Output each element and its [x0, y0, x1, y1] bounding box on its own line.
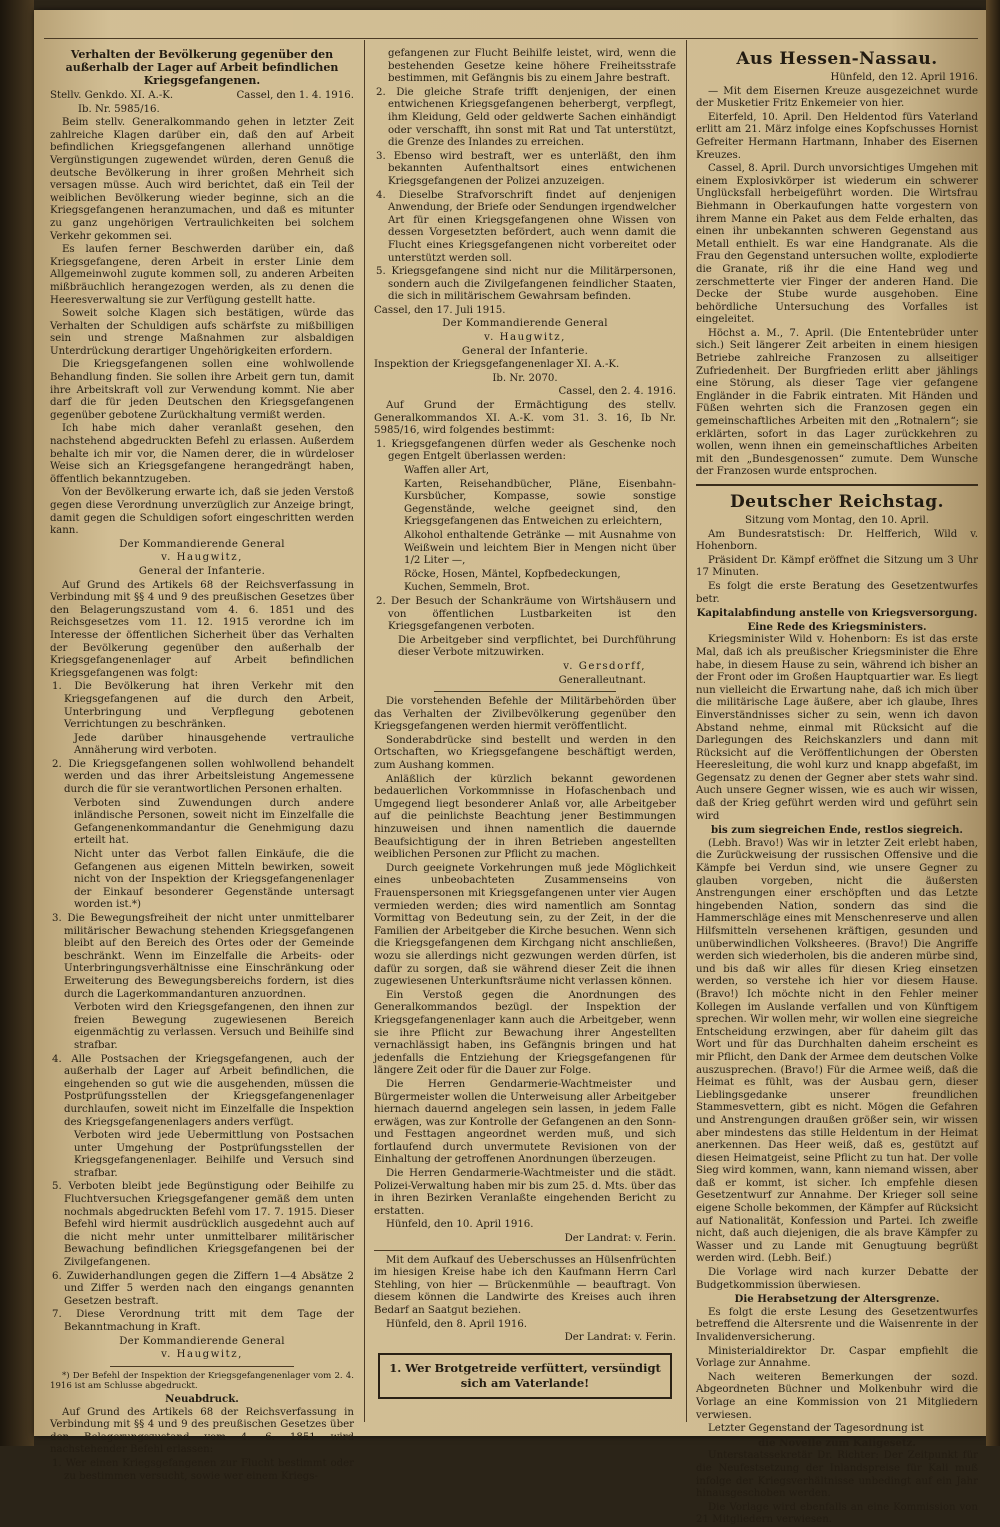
paragraph: Präsident Dr. Kämpf eröffnet die Sitzung um 3 Uhr 17 Minuten.: [696, 554, 978, 579]
column-1: [50, 48, 354, 1482]
signature-rank: General der Infanterie.: [138, 565, 266, 577]
page-edge: [986, 0, 1000, 1446]
reference-line: Inspektion der Kriegsgefangenenlager XI. A.-K.: [374, 359, 620, 371]
list-item-continuation: Verboten sind Zuwendungen durch andere inländische Personen, soweit nicht im Einzelfalle die Gefangenenkommandantur die Genehmigung dazu erteilt hat.: [74, 797, 354, 847]
section-title-reichstag: Deutscher Reichstag.: [729, 492, 945, 512]
column-3: [696, 48, 978, 1526]
signature-name: v. Haugwitz,: [484, 332, 566, 344]
separator: [374, 1250, 676, 1251]
paragraph: Eiterfeld, 10. April. Den Heldentod fürs Vaterland erlitt am 21. März infolge eines Kopfschusses Hornist Gefreiter Hermann Hartmann, Inhaber des Eisernen Kreuzes.: [696, 111, 978, 161]
reference-right: Cassel, den 1. 4. 1916.: [236, 90, 354, 101]
paragraph: Die vorstehenden Befehle der Militärbehörden über das Verhalten der Zivilbevölkerung gegenüber den Kriegsgefangenen werden hiermit veröffentlicht.: [374, 696, 676, 733]
sub-item: Röcke, Hosen, Mäntel, Kopfbedeckungen,: [404, 568, 621, 580]
separator: [696, 484, 978, 486]
paragraph: — Mit dem Eisernen Kreuze ausgezeichnet wurde der Musketier Fritz Enkemeier von hier.: [696, 85, 978, 110]
notice-box: 1. Wer Brotgetreide verfüttert, versündigt sich am Vaterlande!: [378, 1353, 672, 1399]
paragraph: Cassel, 8. April. Durch unvorsichtiges Umgehen mit einem Explosivkörper ist wiederum ein schwerer Unglücksfall herbeigeführt worden. Die Wirtsfrau Biehmann in Oberkaufungen hatte vorgestern von ihrem Manne ein Paket aus dem Felde erhalten, das einen ihr unbekannten schweren Gegenstand aus Metall enthielt. Es war eine Handgranate. Als die Frau den Gegenstand untersuchen wollte, explodierte die Granate, riß ihr die eine Hand weg und zerschmetterte vier Finger der anderen Hand. Die Decke der Stube wurde ausgehoben. Eine behördliche Untersuchung des Vorfalles ist eingeleitet.: [696, 163, 978, 326]
paragraph: Auf Grund der Ermächtigung des stellv. Generalkommandos XI. A.-K. vom 31. 3. 16, Ib Nr. 5985/16, wird folgendes bestimmt:: [374, 400, 676, 437]
paragraph: Auf Grund des Artikels 68 der Reichsverfassung in Verbindung mit §§ 4 und 9 des preußischen Gesetzes über den Belagerungszustand vom 4. 6. 1851 wird nachstehender Befehl erlassen:: [50, 1406, 354, 1456]
book-spine: [0, 0, 34, 1446]
signature-line: Der Kommandierende General: [119, 538, 285, 550]
list-item: 2. Die Kriegsgefangenen sollen wohlwollend behandelt werden und das ihrer Arbeitsleistung Angemessene durch die für sie verantwortlichen Personen erhalten.: [52, 758, 354, 796]
list-item: 4. Dieselbe Strafvorschrift findet auf denjenigen Anwendung, der Briefe oder Sendungen irgendwelcher Art für einen Kriegsgefangenen ohne Wissen von dessen Vorgesetzten befördert, auch wenn damit die Flucht eines Kriegsgefangenen nicht vorbereitet oder unterstützt werden soll.: [376, 189, 676, 264]
signature-rank: General der Infanterie.: [461, 345, 589, 357]
column-rule-1: [364, 40, 365, 1422]
signature-name: v. Haugwitz,: [161, 1349, 243, 1361]
signature-line: Der Kommandierende General: [442, 318, 608, 330]
footnote: *) Der Befehl der Inspektion der Kriegsgefangenenlager vom 2. 4. 1916 ist am Schlusse abgedruckt.: [50, 1370, 354, 1392]
paragraph: Anläßlich der kürzlich bekannt gewordenen bedauerlichen Vorkommnisse in Hofaschenbach und Umgegend liegt besonderer Anlaß vor, alle Arbeitgeber auf die peinlichste Beachtung jener Bestimmungen hinzuweisen und ihnen namentlich die dauernde Beaufsichtigung der in ihren Betrieben angestellten weiblichen Personen zur Pflicht zu machen.: [374, 773, 676, 861]
paragraph: Ein Verstoß gegen die Anordnungen des Generalkommandos bezügl. der Inspektion der Kriegsgefangenenlager kann auch die Arbeitgeber, wenn sie ihre Pflicht zur Bewachung ihrer Angestellten vernachlässigt haben, ins Gefängnis bringen und hat jedenfalls die Entziehung der Kriegsgefangenen für längere Zeit oder für die Dauer zur Folge.: [374, 989, 676, 1077]
paragraph: Es folgt die erste Lesung des Gesetzentwurfes betreffend die Altersrente und die Waisenrente in der Invalidenversicherung.: [696, 1306, 978, 1343]
signature-line: Der Kommandierende General: [119, 1335, 285, 1347]
dateline: Hünfeld, den 10. April 1916.: [386, 1219, 534, 1231]
signature-rank: Generalleutnant.: [558, 674, 646, 686]
sub-item: Karten, Reisehandbücher, Pläne, Eisenbahn-Kursbücher, Kompasse, sowie sonstige Gegenstände, welche geeignet sind, den Kriegsgefangenen das Entweichen zu erleichtern,: [404, 478, 676, 528]
paragraph: Die Herren Gendarmerie-Wachtmeister und Bürgermeister wollen die Unterweisung aller Arbeitgeber hiernach dauernd angelegen sein lassen, in jedem Falle erwägen, was zur Kontrolle der Gefangenen an den Sonn- und Festtagen angeordnet werden muß, und sich fortlaufend durch unvermutete Revisionen von der Einhaltung der getroffenen Anordnungen überzeugen.: [374, 1078, 676, 1166]
paragraph: Ministerialdirektor Dr. Caspar empfiehlt die Vorlage zur Annahme.: [696, 1345, 978, 1370]
list-item: 1. Kriegsgefangenen dürfen weder als Geschenke noch gegen Entgelt überlassen werden:: [376, 438, 676, 463]
reference-number: Ib. Nr. 5985/16.: [78, 103, 160, 115]
dateline: Hünfeld, den 12. April 1916.: [830, 72, 978, 83]
list-item: 5. Kriegsgefangene sind nicht nur die Militärpersonen, sondern auch die Zivilgefangenen feindlicher Staaten, die sich in militärischem Gewahrsam befinden.: [376, 266, 676, 303]
paragraph: Es laufen ferner Beschwerden darüber ein, daß Kriegsgefangene, deren Arbeit in erster Linie dem Allgemeinwohl zugute kommen soll, zu anderen Arbeiten mißbräuchlich herangezogen werden, als zu denen die Heeresverwaltung sie zur Verfügung gestellt hatte.: [50, 244, 354, 306]
paragraph: Am Bundesratstisch: Dr. Helfferich, Wild v. Hohenborn.: [696, 528, 978, 553]
separator: [110, 1366, 294, 1367]
paragraph: Nach weiteren Bemerkungen der sozd. Abgeordneten Büchner und Molkenbuhr wird die Vorlage an eine Kommission von 21 Mitgliedern verwiesen.: [696, 1371, 978, 1421]
paragraph: Ich habe mich daher veranlaßt gesehen, den nachstehend abgedruckten Befehl zu erlassen. Außerdem behalte ich mir vor, die Namen derer, die in würdeloser Weise sich an Kriegsgefangene herangedrängt haben, öffentlich bekanntzugeben.: [50, 423, 354, 485]
list-item: 4. Alle Postsachen der Kriegsgefangenen, auch der außerhalb der Lager auf Arbeit befindlichen, die eingehenden so gut wie die ausgehenden, müssen die Postprüfungsstellen der Kriegsgefangenenlager durchlaufen, soweit nicht im Einzelfalle die Inspektion des Kriegsgefangenenlagers anders verfügt.: [52, 1053, 354, 1128]
topic-heading: bis zum siegreichen Ende, restlos siegreich.: [711, 824, 963, 837]
reference-left: Stellv. Genkdo. XI. A.-K.: [50, 90, 174, 101]
paragraph: Mit dem Aufkauf des Ueberschusses an Hülsenfrüchten im hiesigen Kreise habe ich den Kaufmann Herrn Carl Stehling, von hier — Brückenmühle — beauftragt. Von diesem können die Landwirte des Kreises auch ihren Bedarf an Saatgut beziehen.: [374, 1254, 676, 1316]
paragraph: (Lebh. Bravo!) Was wir in letzter Zeit erlebt haben, die Zurückweisung der russischen Offensive und die Kämpfe bei Verdun sind, wie unsere Gegner zu glauben vorgeben, nicht die äußersten Anstrengungen einer erschöpften und das Letzte hingebenden Nation, sondern das sind die Hammerschläge eines mit Menschenreserve und allen Hilfsmitteln versehenen kräftigen, gesunden und unüberwindlichen Volksheeres. (Bravo!) Die Angriffe werden sich wiederholen, bis die anderen mürbe sind, und bis daß wir alles für diesen Krieg einsetzen werden, so verstehe ich hier vor diesem Hause. (Bravo!) Ich möchte nicht in den Fehler meiner Kollegen im Auslande verfallen und von Künftigem sprechen. Wir wollen mehr, wir wollen eine siegreiche Entscheidung erzwingen, aber für daheim gilt das Wort und für das Durchhalten daheim erscheint es mir Pflicht, den Dank der Armee dem deutschen Volke auszusprechen. (Bravo!) Für die Armee weiß, daß die Heimat es fühlt, was der Ausbau gern, dieser Lieblingsgedanke unserer freundlichen Stammesvettern, gibt es nicht. Mögen die Gefahren und Anstrengungen draußen größer sein, wir wissen aber mindestens das stille Heldentum in der Heimat anerkennen. Das Heer weiß, daß es, gestützt auf diesen Heimatgeist, seine Pflicht zu tun hat. Der volle Sieg wird kommen, wann, kann niemand wissen, aber daß er kommt, ist sicher. Ich empfehle diesen Gesetzentwurf zur Annahme. Der Krieger soll seine eigene Scholle bekommen, der Kämpfer auf Rücksicht auf Nationalität, Konfession und Partei. Ich zweifle nicht, daß auch diejenigen, die als brave Kämpfer zu Wasser und zu Lande mit Genugtuung begrüßt werden wird. (Lebh. Beif.): [696, 837, 978, 1265]
list-item: 2. Die gleiche Strafe trifft denjenigen, der einen entwichenen Kriegsgefangenen beherbergt, verpflegt, ihm Kleidung, Geld oder geldwerte Sachen einhändigt oder verschafft, ihn sonst mit Rat und Tat unterstützt, die Grenze des Inlandes zu erreichen.: [376, 86, 676, 149]
session-line: Sitzung vom Montag, den 10. April.: [745, 515, 929, 526]
topic-heading: die Novelle zum Kaligesetz.: [758, 1436, 916, 1449]
article-title: Verhalten der Bevölkerung gegenüber den außerhalb der Lager auf Arbeit befindlichen Kriegsgefangenen.: [65, 48, 339, 87]
list-item: 6. Zuwiderhandlungen gegen die Ziffern 1—4 Absätze 2 und Ziffer 5 werden nach den eingangs genannten Gesetzen bestraft.: [52, 1270, 354, 1307]
paragraph: Von der Bevölkerung erwarte ich, daß sie jeden Verstoß gegen diese Verordnung unverzüglich zur Anzeige bringt, damit gegen die Schuldigen sofort eingeschritten werden kann.: [50, 487, 354, 537]
paragraph: Sonderabdrücke sind bestellt und werden in den Ortschaften, wo Kriegsgefangene beschäftigt werden, zum Aushang kommen.: [374, 734, 676, 772]
signature-line: Der Landrat: v. Ferin.: [564, 1233, 676, 1245]
dateline: Cassel, den 2. 4. 1916.: [558, 386, 676, 398]
list-item: 3. Ebenso wird bestraft, wer es unterläßt, den ihm bekannten Aufenthaltsort eines entwichenen Kriegsgefangenen der Polizei anzuzeigen.: [376, 150, 676, 187]
separator: [434, 691, 616, 692]
list-item-continuation: Verboten wird den Kriegsgefangenen, den ihnen zur freien Bewegung zugewiesenen Bereich eigenmächtig zu verlassen. Versuch und Beihilfe sind strafbar.: [74, 1002, 354, 1051]
list-item-continuation: Nicht unter das Verbot fallen Einkäufe, die die Gefangenen aus eigenen Mitteln bewirken, soweit nicht von der Inspektion der Kriegsgefangenenlager der Einkauf besonderer Gegenstände untersagt worden ist.*): [74, 849, 354, 911]
paragraph: Unterstaatssekretär Dr. Richter: Der Zeitpunkt für die Neufestsetzung der Inlandspreise für Kali muß infolge der Kriegsverhältnisse unbedingt auf ein Jahr hinausgeschoben werden.: [696, 1450, 978, 1500]
topic-heading: Kapitalabfindung anstelle von Kriegsversorgung.: [696, 607, 978, 620]
section-heading: Neuabdruck.: [165, 1392, 239, 1405]
column-2: [374, 48, 676, 1418]
paragraph: Beim stellv. Generalkommando gehen in letzter Zeit zahlreiche Klagen darüber ein, daß den auf Arbeit befindlichen Kriegsgefangenen allerhand unnötige Vergünstigungen zugewendet würden, deren Genuß die deutsche Bevölkerung in ihrer großen Mehrheit sich versagen müsse. Auch wird berichtet, daß ein Teil der weiblichen Bevölkerung wieder beginne, sich an die Kriegsgefangenen heranzumachen, und daß es mitunter zu ganz ungehörigen Vertraulichkeiten bei solchem Verkehr gekommen sei.: [50, 117, 354, 242]
signature-line: Der Landrat: v. Ferin.: [564, 1332, 676, 1344]
topic-heading: Die Herabsetzung der Altersgrenze.: [734, 1293, 940, 1306]
signature-name: v. Gersdorff,: [563, 660, 646, 672]
sub-item: Alkohol enthaltende Getränke — mit Ausnahme von Weißwein und leichtem Bier in Mengen nicht über 1/2 Liter —,: [404, 529, 676, 567]
dateline: Cassel, den 17. Juli 1915.: [374, 304, 506, 316]
paragraph: Kriegsminister Wild v. Hohenborn: Es ist das erste Mal, daß ich als preußischer Kriegsminister die Ehre habe, in diesem Hause zu sein, während ich bisher an der Front oder im Großen Hauptquartier war. Es liegt nun vielleicht die Erwartung nahe, daß ich mich über die militärische Lage äußere, aber ich glaube, Ihres Einverständnisses sicher zu sein, wenn ich davon Abstand nehme, einmal mit Rücksicht auf die Darlegungen des Reichskanzlers und dann mit Rücksicht auf die Veröffentlichungen der Obersten Heeresleitung, die wohl kurz und knapp abgefaßt, im Gegensatz zu denen der Gegner aber stets wahr sind. Auch unsere Gegner wissen, wie es auch wir wissen, daß der Krieg geführt werden wird und geführt sein wird: [696, 634, 978, 822]
paragraph: Durch geeignete Vorkehrungen muß jede Möglichkeit eines unbeobachteten Zusammenseins von Frauenspersonen mit Kriegsgefangenen unter vier Augen vermieden werden; dies wird namentlich am Sonntag Vormittag von Bedeutung sein, zu der Zeit, in der die Familien der Arbeitgeber die Kirche besuchen. Wenn sich die Kriegsgefangenen dem Kirchgang nicht anschließen, wozu sie allerdings nicht gezwungen werden dürfen, ist dafür zu sorgen, daß sie während dieser Zeit die ihnen zugewiesenen Unterkunftsräume nicht verlassen können.: [374, 862, 676, 988]
list-item-continuation: Verboten wird jede Uebermittlung von Postsachen unter Umgehung der Postprüfungsstellen der Kriegsgefangenenlager. Beihilfe und Versuch sind strafbar.: [74, 1130, 354, 1179]
newspaper-page: [34, 10, 986, 1526]
paragraph: Die Vorlage wird nach kurzer Debatte der Budgetkommission überwiesen.: [696, 1267, 978, 1291]
list-item: 2. Der Besuch der Schankräume von Wirtshäusern und von öffentlichen Lustbarkeiten ist den Kriegsgefangenen verboten.: [376, 595, 676, 633]
list-item: 1. Wer einen Kriegsgefangenen zur Flucht bestimmt oder zu bestimmen versucht, sowie wer einem Kriegs-: [52, 1457, 354, 1482]
list-item: 7. Diese Verordnung tritt mit dem Tage der Bekanntmachung in Kraft.: [52, 1309, 354, 1333]
top-rule: [44, 38, 978, 39]
paragraph: Soweit solche Klagen sich bestätigen, würde das Verhalten der Schuldigen aufs schärfste zu mißbilligen sein und strenge Maßnahmen zur alsbaldigen Unterdrückung derartiger Ungehörigkeiten erfordern.: [50, 308, 354, 357]
dateline: Hünfeld, den 8. April 1916.: [386, 1318, 528, 1330]
topic-heading: Eine Rede des Kriegsministers.: [747, 620, 927, 633]
signature-name: v. Haugwitz,: [161, 552, 243, 564]
list-item: 3. Die Bewegungsfreiheit der nicht unter unmittelbarer militärischer Bewachung stehenden Kriegsgefangenen bleibt auf den Bereich des Ortes oder der Gemeinde beschränkt. Wenn im Einzelfalle die Arbeits- oder Unterbringungsverhältnisse eine Einschränkung oder Erweiterung des Bewegungsbereichs fordern, ist dies durch die Lagerkommandanturen anzuordnen.: [52, 913, 354, 1000]
paragraph: gefangenen zur Flucht Beihilfe leistet, wird, wenn die bestehenden Gesetze keine höhere Freiheitsstrafe bestimmen, mit Gefängnis bis zu einem Jahre bestraft.: [388, 48, 676, 85]
paragraph: Höchst a. M., 7. April. (Die Ententebrüder unter sich.) Seit längerer Zeit arbeiten in einem hiesigen Betriebe zahlreiche Franzosen zu allseitiger Zufriedenheit. Der Burgfrieden erlitt aber jählings eine Störung, als dieser Tage vier gefangene Engländer in die Fabrik eintraten. Mit Händen und Füßen wehrten sich die Franzosen gegen ein gemeinschaftliches Arbeiten mit den „Rotnalern“; sie erklärten, sofort in das Lager zurückkehren zu wollen, wenn ihnen ein gemeinschaftliches Arbeiten mit den „Bundesgenossen“ zumute. Dem Wunsche der Franzosen wurde entsprochen.: [696, 327, 978, 478]
sub-item: Waffen aller Art,: [404, 465, 490, 476]
paragraph: Es folgt die erste Beratung des Gesetzentwurfes betr.: [696, 580, 978, 605]
paragraph: Auf Grund des Artikels 68 der Reichsverfassung in Verbindung mit §§ 4 und 9 des preußischen Gesetzes über den Belagerungszustand vom 4. 6. 1851 und des Reichsgesetzes vom 11. 12. 1915 verordne ich im Interesse der öffentlichen Sicherheit über das Verhalten der Bevölkerung gegenüber den außerhalb der Kriegsgefangenenlager auf Arbeit befindlichen Kriegsgefangenen was folgt:: [50, 579, 354, 679]
reference-number: Ib. Nr. 2070.: [492, 372, 558, 384]
list-item: 5. Verboten bleibt jede Begünstigung oder Beihilfe zu Fluchtversuchen Kriegsgefangener gemäß dem unten nochmals abgedruckten Befehl vom 17. 7. 1915. Dieser Befehl wird hiermit ausdrücklich ausgedehnt auch auf die nicht mehr unter unmittelbarer militärischer Bewachung befindlichen Kriegsgefangenen bei der Zivilgefangenen.: [52, 1181, 354, 1269]
reference-line: [50, 90, 354, 103]
paragraph: Die Kriegsgefangenen sollen eine wohlwollende Behandlung finden. Sie sollen ihre Arbeit gern tun, damit ihre Arbeitskraft voll zur Verwendung kommt. Nie aber darf die für jeden Deutschen den Kriegsgefangenen gegenüber gebotene Zurückhaltung vermißt werden.: [50, 359, 354, 421]
paragraph: Die Vorlage wird ebenfalls an eine Kommission von 21 Mitgliedern verwiesen.: [696, 1501, 978, 1526]
column-rule-2: [686, 40, 687, 1422]
list-item: 1. Die Bevölkerung hat ihren Verkehr mit den Kriegsgefangenen auf die durch den Arbeit, Unterbringung und Verpflegung gebotenen Verrichtungen zu beschränken.: [52, 681, 354, 731]
paragraph: Letzter Gegenstand der Tagesordnung ist: [708, 1423, 924, 1435]
list-item-continuation: Jede darüber hinausgehende vertrauliche Annäherung wird verboten.: [74, 732, 354, 757]
sub-item: Kuchen, Semmeln, Brot.: [404, 582, 530, 594]
section-title-hessen-nassau: Aus Hessen-Nassau.: [736, 49, 938, 69]
list-item-continuation: Die Arbeitgeber sind verpflichtet, bei Durchführung dieser Verbote mitzuwirken.: [398, 634, 676, 659]
paragraph: Die Herren Gendarmerie-Wachtmeister und die städt. Polizei-Verwaltung haben mir bis zum 25. d. Mts. über das in ihren Bezirken Veranlaßte eingehenden Bericht zu erstatten.: [374, 1168, 676, 1217]
